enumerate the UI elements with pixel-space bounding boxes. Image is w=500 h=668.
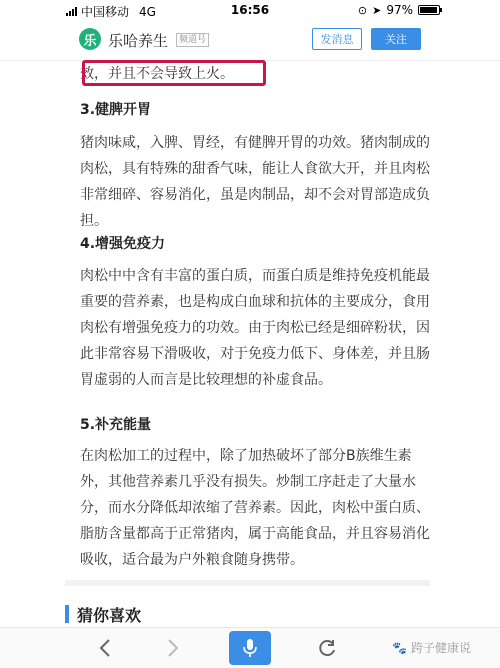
recommend-header [65, 603, 141, 625]
account-tag: 频道号 [176, 33, 209, 47]
watermark [392, 639, 471, 656]
chevron-right-icon [167, 639, 179, 657]
carrier-name: 中国移动 [81, 5, 130, 19]
section-divider [65, 580, 430, 586]
follow-button[interactable]: 关注 [371, 28, 421, 50]
location-icon: ➤ [372, 3, 382, 17]
refresh-icon [317, 638, 337, 658]
paw-icon: 🐾 [392, 640, 407, 655]
status-icons [358, 3, 440, 17]
section-body: 猪肉味咸，入脾、胃经，有健脾开胃的功效。猪肉制成的肉松，具有特殊的甜香气味，能让人食欲大开，并且肉松非常细碎、容易消化，虽是肉制品，却不会对胃部造成负担。 [80, 135, 430, 229]
account-logo[interactable]: 乐 [79, 28, 101, 50]
section-heading: 3.健脾开胃 [80, 102, 152, 118]
battery-percent: 97% [386, 3, 413, 17]
forward-button[interactable] [160, 636, 186, 660]
status-bar [0, 0, 500, 20]
section-body: 在肉松加工的过程中，除了加热破坏了部分B族维生素外，其他营养素几乎没有损失。炒制工序赶走了大量水分，而水分降低却浓缩了营养素。因此，肉松中蛋白质、脂肪含量都高于正常猪肉，属于高能食品，并且容易消化吸收，适合最为户外粮食随身携带。 [80, 448, 430, 568]
voice-button[interactable] [229, 631, 271, 665]
chevron-left-icon [99, 639, 111, 657]
highlighted-text: 效，并且不会导致上火。 [80, 66, 234, 82]
highlight-box [82, 60, 266, 86]
section-heading: 5.补充能量 [80, 417, 152, 433]
send-message-button[interactable]: 发消息 [312, 28, 362, 50]
account-name[interactable]: 乐哈养生 [108, 32, 169, 50]
browser-toolbar [0, 627, 500, 668]
watermark-text: 跨子健康说 [410, 641, 471, 655]
battery-icon [418, 5, 440, 15]
article-header [0, 20, 500, 61]
clock: 16:56 [230, 3, 270, 17]
network-type: 4G [139, 4, 156, 19]
section-heading: 4.增强免疫力 [80, 236, 166, 252]
refresh-button[interactable] [314, 636, 340, 660]
rotation-lock-icon: ⊙ [357, 3, 368, 17]
back-button[interactable] [92, 636, 118, 660]
section-body: 肉松中中含有丰富的蛋白质，而蛋白质是维持免疫机能最重要的营养素，也是构成白血球和抗体的主要成分，食用肉松有增强免疫力的功效。由于肉松已经是细碎粉状，因此非常容易下滑吸收，对于免疫力低下、身体差，并且肠胃虚弱的人而言是比较理想的补虚食品。 [80, 268, 430, 388]
microphone-icon [243, 638, 257, 658]
title-accent-bar [65, 605, 69, 623]
recommend-title: 猜你喜欢 [77, 605, 142, 625]
